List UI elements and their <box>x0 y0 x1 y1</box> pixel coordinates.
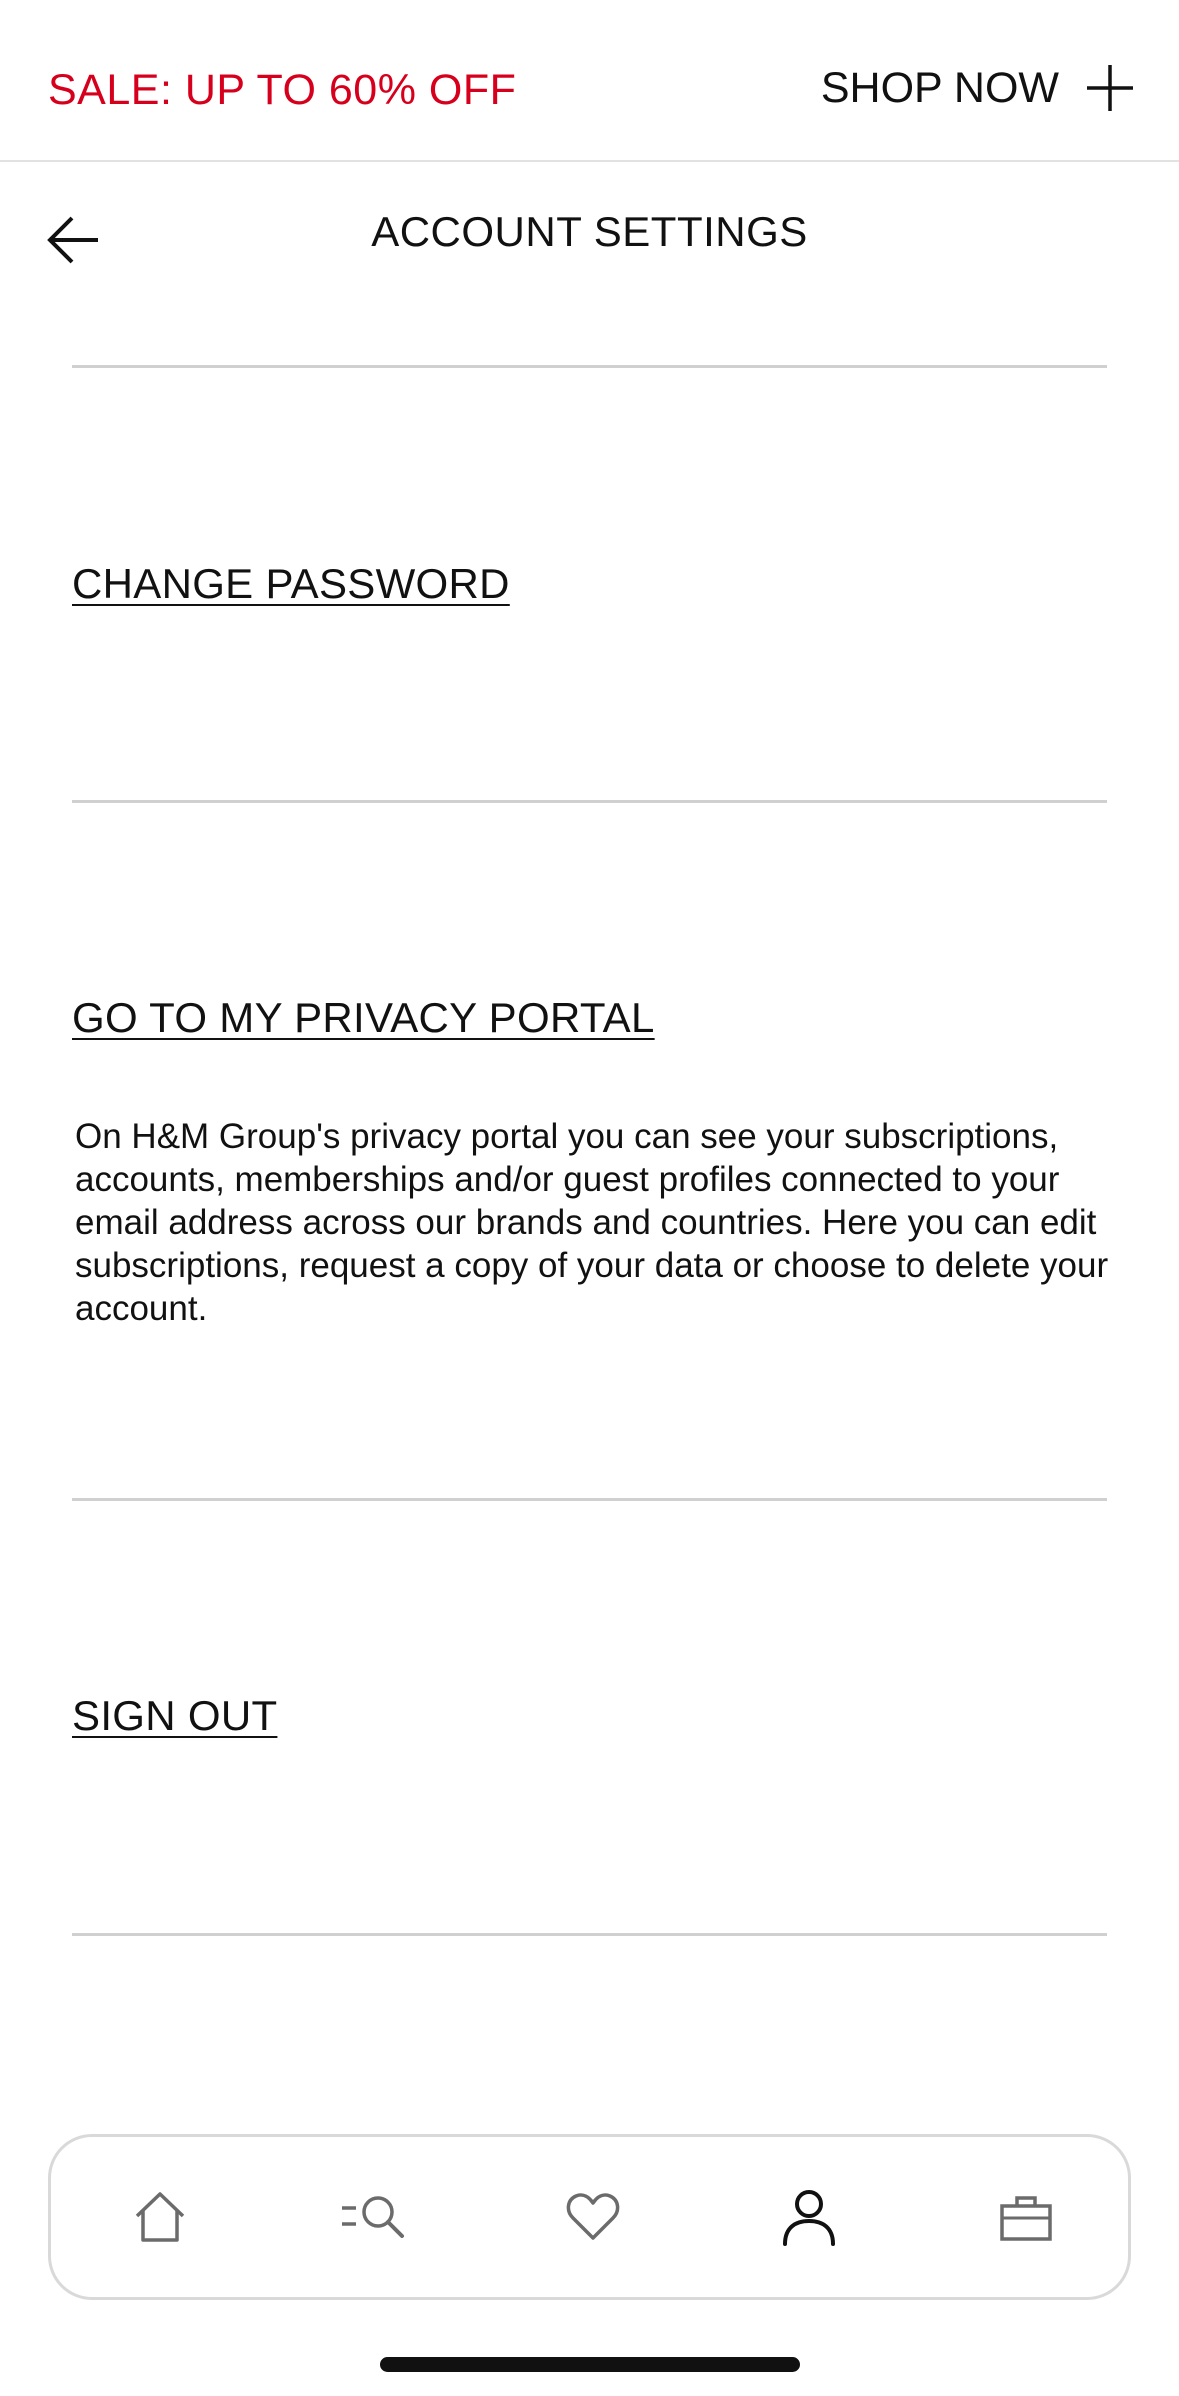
change-password-link[interactable]: CHANGE PASSWORD <box>72 560 510 607</box>
home-indicator[interactable] <box>380 2357 800 2372</box>
page-header <box>0 162 1179 312</box>
page-title: ACCOUNT SETTINGS <box>371 208 808 255</box>
divider <box>72 1933 1107 1936</box>
nav-search-button[interactable] <box>336 2177 416 2257</box>
nav-home-button[interactable] <box>120 2177 200 2257</box>
privacy-portal-link[interactable]: GO TO MY PRIVACY PORTAL <box>72 994 655 1041</box>
bottom-navigation <box>48 2134 1131 2300</box>
home-icon <box>133 2190 187 2244</box>
shop-now-label: SHOP NOW <box>820 64 1059 112</box>
account-icon <box>781 2188 837 2246</box>
plus-icon <box>1085 63 1135 113</box>
shop-now-button[interactable] <box>821 60 1135 116</box>
divider <box>72 1498 1107 1501</box>
bag-icon <box>999 2192 1053 2242</box>
privacy-portal-description: On H&M Group's privacy portal you can see your subscriptions, accounts, memberships and/or guest profiles connected to your email address across our brands and countries. Here you can edit subscriptions, request a copy of your data or choose to delete your account. <box>75 1117 1109 1328</box>
nav-account-button[interactable] <box>769 2177 849 2257</box>
divider <box>72 800 1107 803</box>
nav-bag-button[interactable] <box>986 2177 1066 2257</box>
heart-icon <box>565 2192 621 2242</box>
divider <box>72 365 1107 368</box>
nav-favorites-button[interactable] <box>553 2177 633 2257</box>
sign-out-link[interactable]: SIGN OUT <box>72 1692 278 1739</box>
promo-bar <box>0 0 1179 162</box>
search-icon <box>340 2192 412 2242</box>
sale-banner-text[interactable]: SALE: UP TO 60% OFF <box>48 66 517 114</box>
